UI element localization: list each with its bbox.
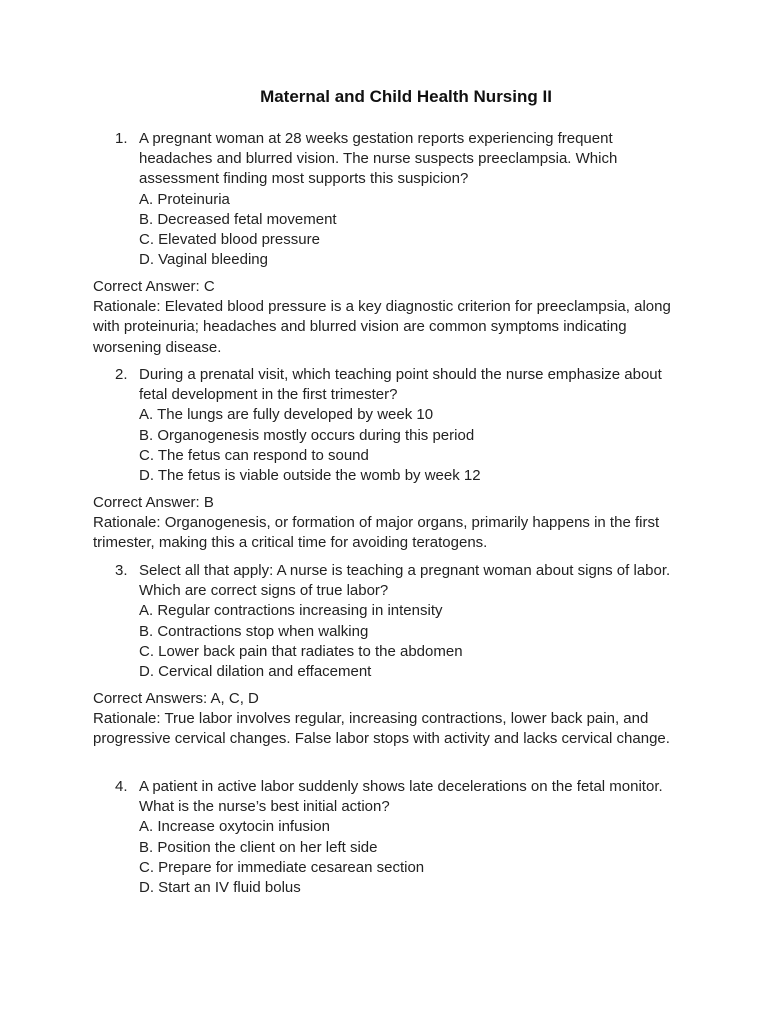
option-a: A. Proteinuria — [139, 190, 230, 208]
rationale: Rationale: True labor involves regular, increasing contractions, lower back pain, and progressive cervical changes. False labor stops with activity and lacks cervical change. — [93, 710, 670, 748]
question-body — [93, 561, 673, 682]
option-d: D. Cervical dilation and effacement — [139, 663, 372, 681]
answer-block-1 — [93, 277, 673, 358]
question-text: Select all that apply: A nurse is teaching a pregnant woman about signs of labor. Which are correct signs of true labor? — [139, 562, 671, 600]
page-title: Maternal and Child Health Nursing II — [260, 87, 552, 106]
option-b: B. Organogenesis mostly occurs during this period — [139, 426, 475, 444]
question-3 — [93, 561, 673, 682]
question-number: 1. — [115, 130, 128, 147]
option-c: C. Elevated blood pressure — [139, 231, 320, 249]
option-c: C. Lower back pain that radiates to the abdomen — [139, 642, 463, 660]
rationale: Rationale: Organogenesis, or formation of major organs, primarily happens in the first trimester, making this a critical time for avoiding teratogens. — [93, 514, 660, 552]
question-body — [93, 777, 673, 898]
answer-block-3 — [93, 689, 673, 750]
correct-answer: Correct Answer: B — [93, 494, 214, 511]
correct-answer: Correct Answer: C — [93, 278, 215, 295]
option-b: B. Decreased fetal movement — [139, 210, 337, 228]
option-b: B. Contractions stop when walking — [139, 622, 369, 640]
option-c: C. The fetus can respond to sound — [139, 446, 369, 464]
option-d: D. Vaginal bleeding — [139, 251, 268, 269]
question-4 — [93, 777, 673, 898]
question-number: 2. — [115, 366, 128, 383]
question-body — [93, 129, 673, 270]
question-number: 3. — [115, 562, 128, 579]
question-2 — [93, 365, 673, 486]
question-text: A patient in active labor suddenly shows late decelerations on the fetal monitor. What is the nurse’s best initial action? — [139, 778, 663, 816]
question-number: 4. — [115, 778, 128, 795]
question-text: A pregnant woman at 28 weeks gestation reports experiencing frequent headaches and blurred vision. The nurse suspects preeclampsia. Which assessment finding most supports this suspicion? — [139, 130, 618, 188]
option-a: A. Increase oxytocin infusion — [139, 818, 330, 836]
rationale: Rationale: Elevated blood pressure is a key diagnostic criterion for preeclampsia, along with proteinuria; headaches and blurred vision are common symptoms indicating worsening disease. — [93, 298, 671, 356]
question-text: During a prenatal visit, which teaching point should the nurse emphasize about fetal development in the first trimester? — [139, 366, 662, 404]
option-a: A. Regular contractions increasing in intensity — [139, 602, 443, 620]
answer-block-2 — [93, 493, 673, 554]
option-d: D. Start an IV fluid bolus — [139, 879, 301, 897]
option-d: D. The fetus is viable outside the womb by week 12 — [139, 467, 481, 485]
correct-answer: Correct Answers: A, C, D — [93, 690, 259, 707]
option-b: B. Position the client on her left side — [139, 838, 378, 856]
option-a: A. The lungs are fully developed by week 10 — [139, 406, 434, 424]
question-1 — [93, 129, 673, 270]
option-c: C. Prepare for immediate cesarean section — [139, 858, 425, 876]
question-body — [93, 365, 673, 486]
